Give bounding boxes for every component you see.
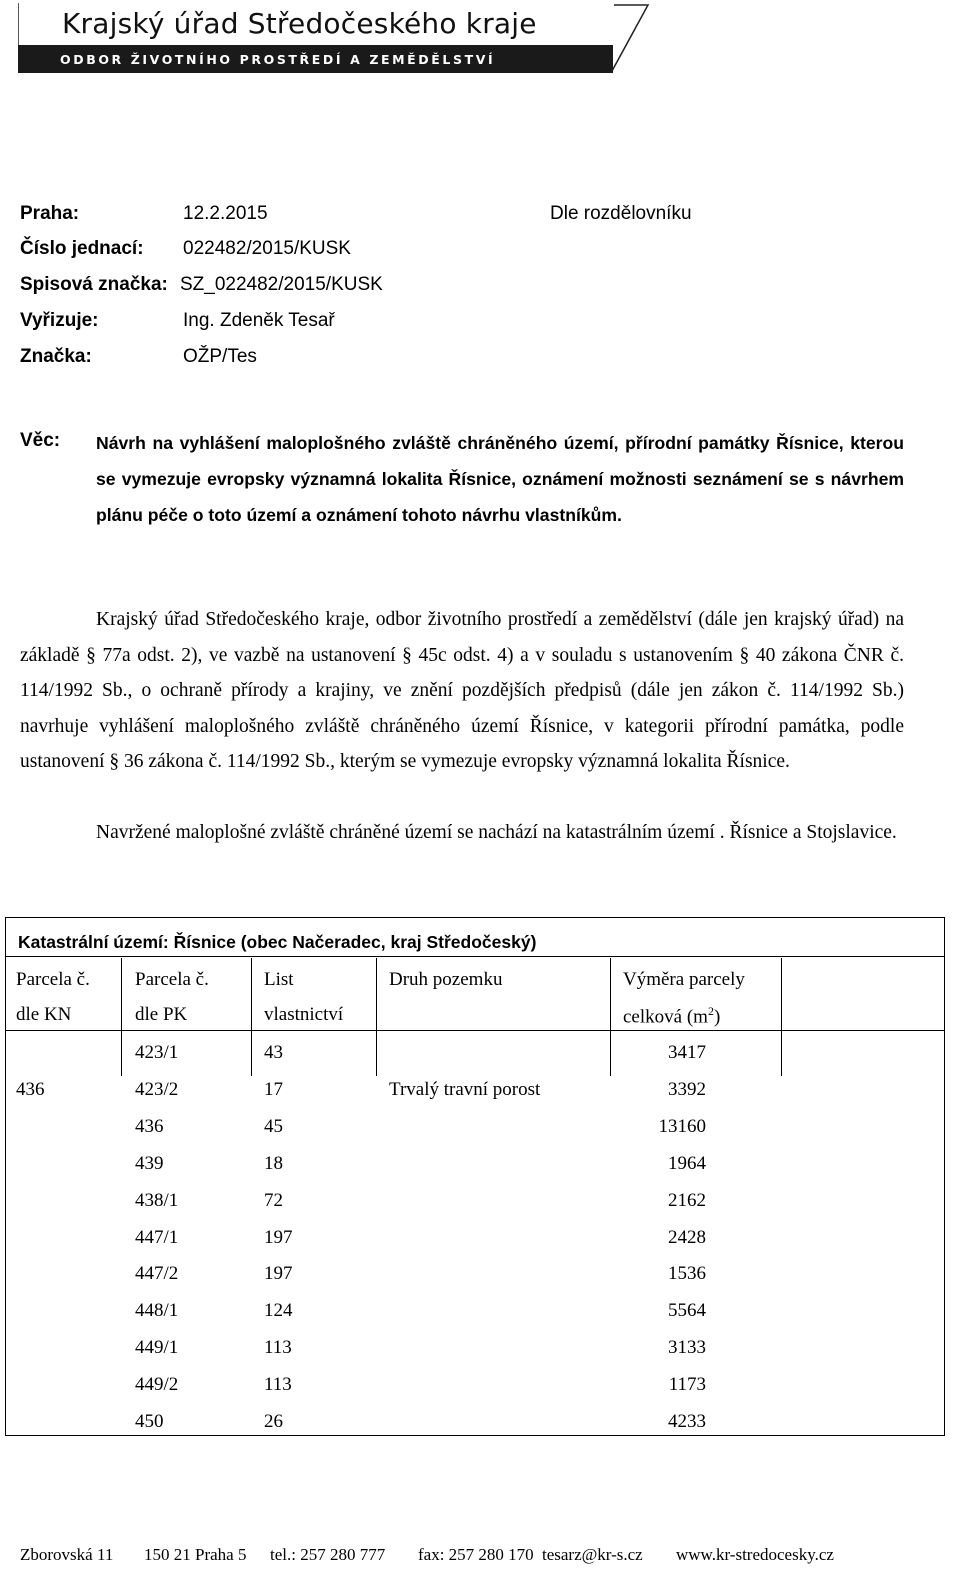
pk-parcel-cell: 423/2 [135, 1079, 179, 1100]
table-rule [781, 958, 782, 1076]
footer-web[interactable]: www.kr-stredocesky.cz [676, 1545, 834, 1564]
area-cell: 4233 [668, 1411, 706, 1432]
office-logo [18, 3, 650, 72]
meta-value: 12.2.2015 [183, 203, 268, 224]
footer-street: Zborovská 11 [20, 1545, 114, 1564]
table-rule [251, 958, 252, 1076]
ownership-list-cell: 72 [264, 1190, 283, 1211]
pk-parcel-cell: 438/1 [135, 1190, 179, 1211]
table-rule [6, 956, 944, 957]
area-cell: 2428 [668, 1227, 706, 1248]
footer-fax: fax: 257 280 170 [418, 1545, 534, 1564]
pk-parcel-cell: 449/1 [135, 1337, 179, 1358]
header-cell: Parcela č. [16, 969, 90, 990]
area-cell: 5564 [668, 1300, 706, 1321]
land-type-cell: Trvalý travní porost [389, 1079, 541, 1100]
pk-parcel-cell: 447/2 [135, 1263, 179, 1284]
pk-parcel-cell: 423/1 [135, 1042, 179, 1063]
body-paragraph: Krajský úřad Středočeského kraje, odbor životního prostředí a zemědělství (dále jen krajský úřad) na základě § 77a odst. 2), ve vazbě na ustanovení § 45c odst. 4) a v souladu s ustanovením § 40 zákona ČNR č. 114/1992 Sb., o ochraně přírody a krajiny, ve znění pozdějších předpisů (dále jen zákon č. 114/1992 Sb.) navrhuje vyhlášení maloplošného zvláště chráněného území Řísnice, v kategorii přírodní památka, podle ustanovení § 36 zákona č. 114/1992 Sb., kterým se vymezuje evropsky významná lokalita Řísnice. [20, 609, 904, 772]
meta-label: Značka: [20, 346, 92, 367]
ownership-list-cell: 113 [264, 1337, 292, 1358]
ownership-list-cell: 124 [264, 1300, 293, 1321]
header-cell: List [264, 969, 294, 990]
recipient: Dle rozdělovníku [550, 203, 692, 224]
meta-value: OŽP/Tes [183, 346, 257, 367]
ownership-list-cell: 197 [264, 1227, 293, 1248]
meta-value: Ing. Zdeněk Tesař [183, 310, 335, 331]
meta-value: SZ_022482/2015/KUSK [180, 274, 383, 295]
body-paragraph: Navržené maloplošné zvláště chráněné území se nachází na katastrálním území . Řísnice a Stojslavice. [96, 822, 897, 843]
header-cell-area-unit [623, 1004, 720, 1028]
header-cell: vlastnictví [264, 1004, 344, 1025]
header-cell: Druh pozemku [389, 969, 503, 990]
pk-parcel-cell: 436 [135, 1116, 164, 1137]
meta-value: 022482/2015/KUSK [183, 238, 351, 259]
office-name: Krajský úřad Středočeského kraje [62, 7, 537, 40]
department-name: ODBOR ŽIVOTNÍHO PROSTŘEDÍ A ZEMĚDĚLSTVÍ [60, 52, 496, 67]
meta-label: Vyřizuje: [20, 310, 99, 331]
table-rule [6, 1030, 944, 1031]
table-rule [121, 958, 122, 1076]
header-cell: Parcela č. [135, 969, 209, 990]
ownership-list-cell: 17 [264, 1079, 283, 1100]
meta-label: Číslo jednací: [20, 238, 144, 259]
parcel-table [5, 917, 945, 1436]
area-cell: 3417 [668, 1042, 706, 1063]
table-rule [610, 958, 611, 1076]
area-cell: 13160 [658, 1116, 706, 1137]
pk-parcel-cell: 448/1 [135, 1300, 179, 1321]
pk-parcel-cell: 439 [135, 1153, 164, 1174]
footer-email[interactable]: tesarz@kr-s.cz [542, 1545, 643, 1564]
ownership-list-cell: 43 [264, 1042, 283, 1063]
pk-parcel-cell: 447/1 [135, 1227, 179, 1248]
footer-phone: tel.: 257 280 777 [270, 1545, 386, 1564]
area-cell: 1173 [668, 1374, 706, 1395]
area-cell: 3133 [668, 1337, 706, 1358]
footer-city: 150 21 Praha 5 [144, 1545, 247, 1564]
ownership-list-cell: 197 [264, 1263, 293, 1284]
pk-parcel-cell: 450 [135, 1411, 164, 1432]
header-cell: Výměra parcely [623, 969, 745, 990]
pk-parcel-cell: 449/2 [135, 1374, 179, 1395]
header-cell: celková (m [623, 1006, 708, 1028]
subject-text: Návrh na vyhlášení maloplošného zvláště chráněného území, přírodní památky Řísnice, kterou se vymezuje evropsky významná lokalita Řísnice, oznámení možnosti seznámení se s návrhem plánu péče o toto území a oznámení tohoto návrhu vlastníkům. [96, 433, 904, 525]
area-cell: 1536 [668, 1263, 706, 1284]
ownership-list-cell: 45 [264, 1116, 283, 1137]
table-caption: Katastrální území: Řísnice (obec Načeradec, kraj Středočeský) [18, 932, 537, 952]
kn-parcel-cell: 436 [16, 1079, 45, 1100]
ownership-list-cell: 113 [264, 1374, 292, 1395]
header-cell: dle KN [16, 1004, 72, 1025]
header-cell: dle PK [135, 1004, 188, 1025]
meta-label: Spisová značka: [20, 274, 168, 295]
area-cell: 3392 [668, 1079, 706, 1100]
ownership-list-cell: 26 [264, 1411, 283, 1432]
ownership-list-cell: 18 [264, 1153, 283, 1174]
table-rule [376, 958, 377, 1076]
subject-label: Věc: [20, 430, 61, 451]
area-cell: 1964 [668, 1153, 706, 1174]
superscript: 2 [707, 1004, 714, 1018]
meta-label: Praha: [20, 203, 80, 224]
area-cell: 2162 [668, 1190, 706, 1211]
header-cell: ) [713, 1006, 721, 1028]
